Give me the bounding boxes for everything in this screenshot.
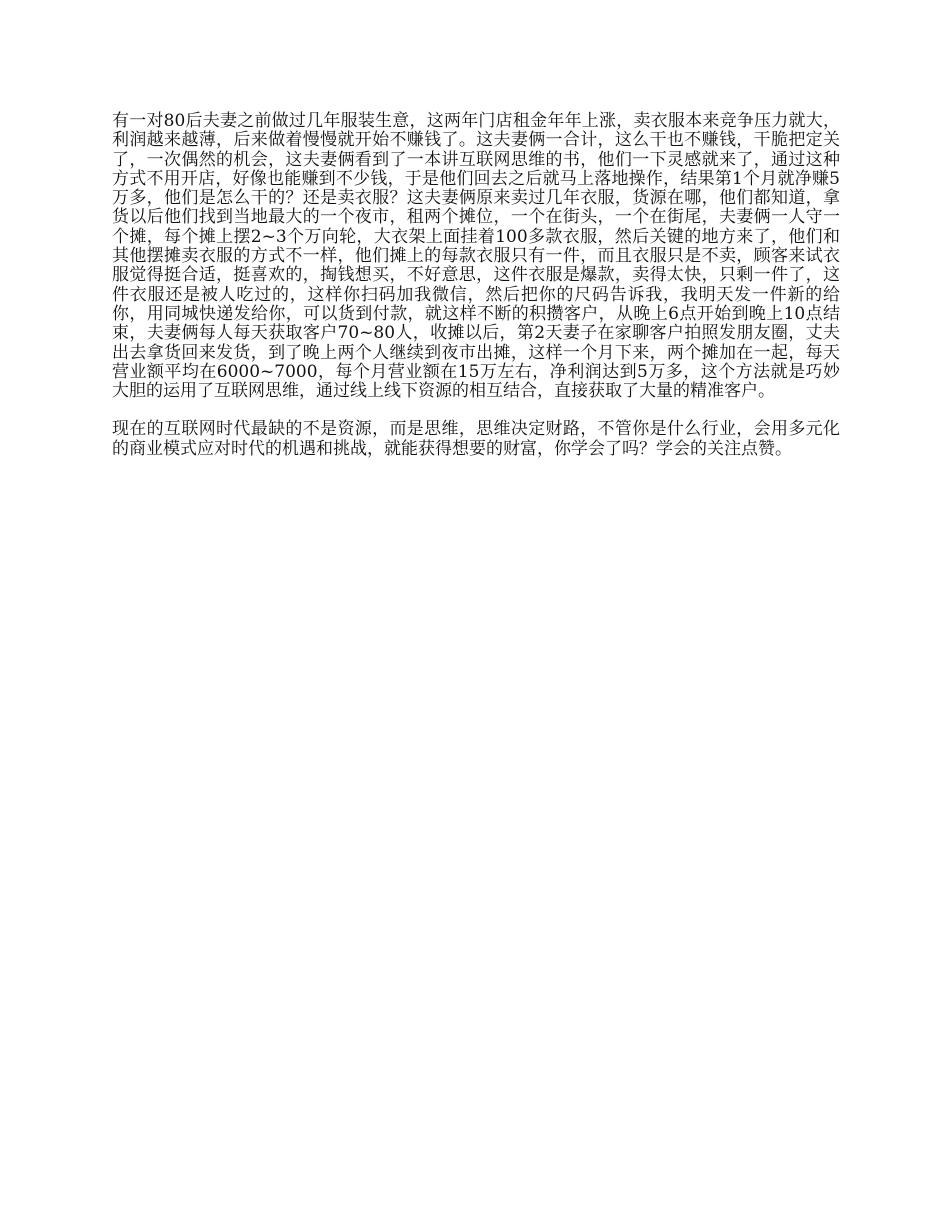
paragraph-conclusion: 现在的互联网时代最缺的不是资源，而是思维，思维决定财路，不管你是什么行业，会用多元化的商业模式应对时代的机遇和挑战，就能获得想要的财富，你学会了吗？学会的关注点赞。 — [112, 419, 840, 459]
paragraph-story: 有一对80后夫妻之前做过几年服装生意，这两年门店租金年年上涨，卖衣服本来竞争压力就大，利润越来越薄，后来做着慢慢就开始不赚钱了。这夫妻俩一合计，这么干也不赚钱，干脆把定关了，一次偶然的机会，这夫妻俩看到了一本讲互联网思维的书，他们一下灵感就来了，通过这种方式不用开店，好像也能赚到不少钱，于是他们回去之后就马上落地操作，结果第1个月就净赚5万多，他们是怎么干的？还是卖衣服？这夫妻俩原来卖过几年衣服，货源在哪，他们都知道，拿货以后他们找到当地最大的一个夜市，租两个摊位，一个在街头，一个在街尾，夫妻俩一人守一个摊，每个摊上摆2~3个万向轮，大衣架上面挂着100多款衣服，然后关键的地方来了，他们和其他摆摊卖衣服的方式不一样，他们摊上的每款衣服只有一件，而且衣服只是不卖，顾客来试衣服觉得挺合适，挺喜欢的，掏钱想买，不好意思，这件衣服是爆款，卖得太快，只剩一件了，这件衣服还是被人吃过的，这样你扫码加我微信，然后把你的尺码告诉我，我明天发一件新的给你，用同城快递发给你，可以货到付款，就这样不断的积攒客户，从晚上6点开始到晚上10点结束，夫妻俩每人每天获取客户70~80人，收摊以后，第2天妻子在家聊客户拍照发朋友圈，丈夫出去拿货回来发货，到了晚上两个人继续到夜市出摊，这样一个月下来，两个摊加在一起，每天营业额平均在6000~7000，每个月营业额在15万左右，净利润达到5万多，这个方法就是巧妙大胆的运用了互联网思维，通过线上线下资源的相互结合，直接获取了大量的精准客户。 — [112, 111, 840, 402]
document-body — [112, 112, 840, 459]
